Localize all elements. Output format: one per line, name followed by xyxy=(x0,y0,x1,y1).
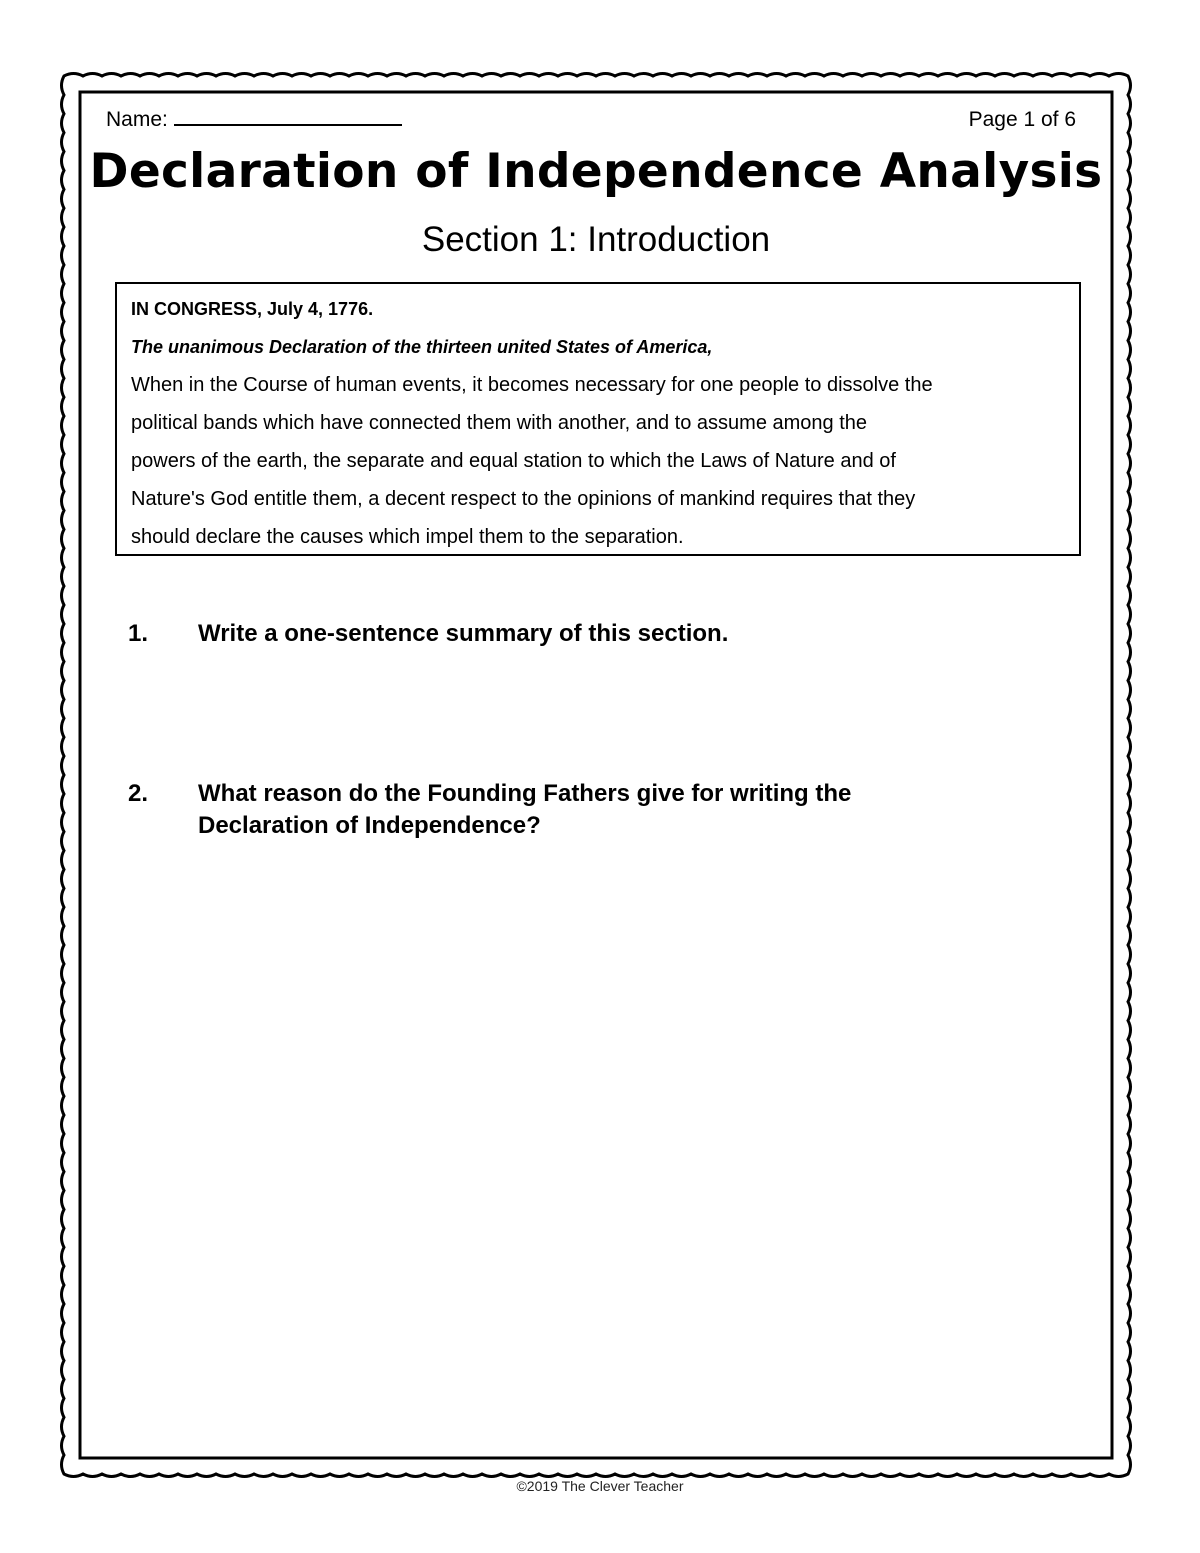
name-label: Name: xyxy=(106,108,168,131)
excerpt-subheading: The unanimous Declaration of the thirteen united States of America, xyxy=(131,337,713,357)
question-text: What reason do the Founding Fathers give for writing the Declaration of Independence? xyxy=(198,780,852,839)
worksheet-page xyxy=(80,92,1112,1458)
declaration-excerpt-box xyxy=(115,282,1081,556)
question-text: Write a one-sentence summary of this section. xyxy=(198,620,729,647)
excerpt-line: When in the Course of human events, it becomes necessary for one people to dissolve the xyxy=(131,374,933,396)
name-field xyxy=(106,106,402,132)
excerpt-line: powers of the earth, the separate and equal station to which the Laws of Nature and of xyxy=(131,450,896,472)
page-indicator: Page 1 of 6 xyxy=(968,108,1076,131)
page-title: Declaration of Independence Analysis xyxy=(89,144,1103,199)
excerpt-line: should declare the causes which impel them to the separation. xyxy=(131,526,684,548)
name-blank-line[interactable] xyxy=(174,106,402,126)
question-number: 2. xyxy=(128,780,149,807)
question-number: 1. xyxy=(128,620,149,647)
header-row xyxy=(106,106,1076,132)
question-1 xyxy=(128,618,988,650)
excerpt-heading: IN CONGRESS, July 4, 1776. xyxy=(131,299,374,319)
copyright-footer: ©2019 The Clever Teacher xyxy=(516,1478,684,1494)
excerpt-line: political bands which have connected them with another, and to assume among the xyxy=(131,412,868,434)
excerpt-line: Nature's God entitle them, a decent respect to the opinions of mankind requires that they xyxy=(131,488,916,510)
question-2 xyxy=(128,778,988,842)
section-subtitle: Section 1: Introduction xyxy=(421,220,771,259)
